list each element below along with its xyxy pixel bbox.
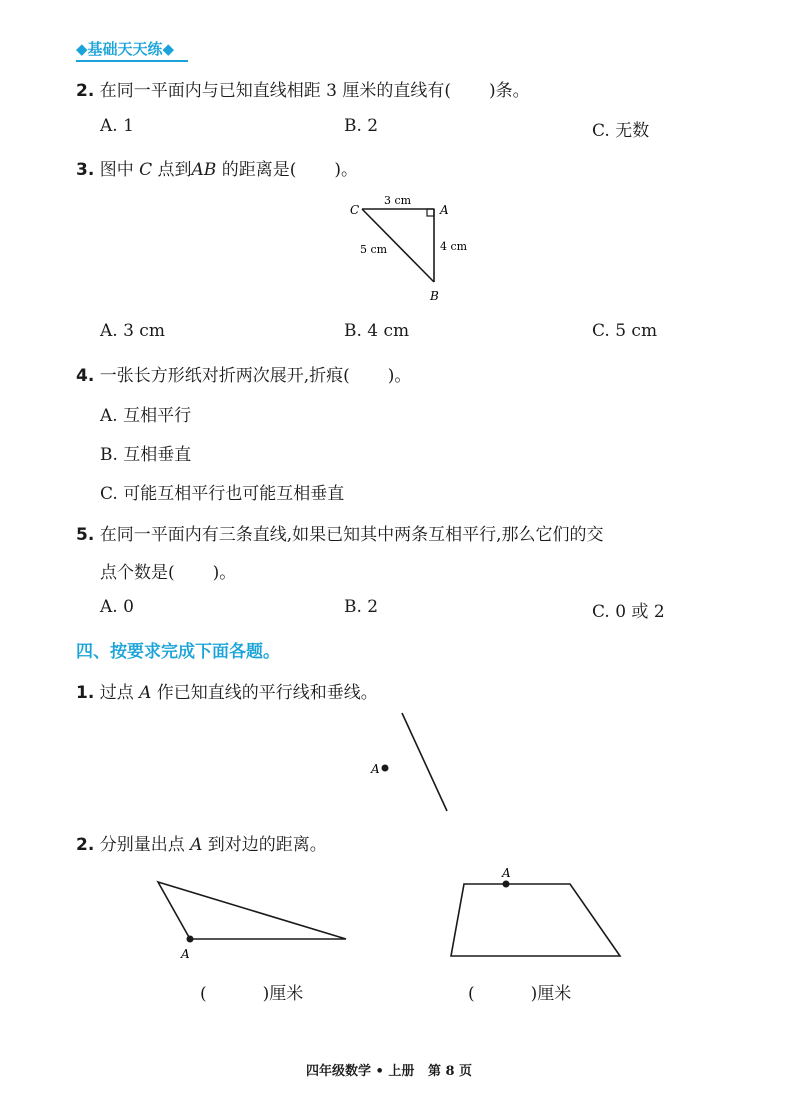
- triangle-figure: [150, 870, 360, 965]
- question-text: 在同一平面内与已知直线相距 3 厘米的直线有(: [99, 81, 451, 101]
- trapezoid-figure: [440, 862, 630, 962]
- question-text-end: )。: [212, 563, 237, 583]
- length-ca: 3 cm: [384, 194, 412, 207]
- label-a: A: [371, 762, 380, 776]
- option-a: A. 互相平行: [100, 406, 192, 426]
- question-text-end: )条。: [488, 81, 530, 101]
- answer-left: [200, 979, 303, 1004]
- question-text: 作已知直线的平行线和垂线。: [156, 683, 378, 703]
- section-tag-underline: [76, 60, 188, 62]
- line-and-point-figure: [360, 705, 470, 815]
- question-number: 2.: [76, 835, 95, 855]
- answer-right: [468, 979, 571, 1004]
- option-c: C. 0 或 2: [592, 602, 665, 622]
- question-text: 在同一平面内有三条直线,如果已知其中两条互相平行,那么它们的交: [99, 525, 604, 545]
- label-a: A: [181, 947, 190, 961]
- option-c: C. 可能互相平行也可能互相垂直: [100, 484, 345, 504]
- option-c: C. 无数: [592, 121, 650, 141]
- question-3: [76, 155, 358, 180]
- label-c: C: [350, 203, 360, 217]
- answer-close: )厘米: [530, 984, 572, 1004]
- option-c: C. 5 cm: [592, 321, 658, 341]
- point-a: [382, 765, 389, 772]
- question-text: 点到: [157, 160, 192, 180]
- question-5-line-2: [100, 558, 236, 583]
- question-4: [76, 361, 411, 386]
- question-text: 一张长方形纸对折两次展开,折痕(: [99, 366, 350, 386]
- problem-1: [76, 678, 378, 703]
- option-b: B. 2: [344, 116, 379, 136]
- question-number: 4.: [76, 366, 95, 386]
- given-line: [402, 713, 447, 811]
- problem-2: [76, 830, 327, 855]
- question-text: 过点: [99, 683, 134, 703]
- question-2: [76, 76, 530, 101]
- point-label: A: [139, 683, 152, 703]
- length-ab: 4 cm: [440, 240, 468, 253]
- answer-open: (: [200, 984, 207, 1004]
- right-triangle-figure: [340, 188, 480, 308]
- question-number: 3.: [76, 160, 95, 180]
- label-a: A: [502, 866, 511, 880]
- length-cb: 5 cm: [360, 243, 388, 256]
- point-a: [187, 936, 194, 943]
- option-b: B. 4 cm: [344, 321, 410, 341]
- option-b: B. 互相垂直: [100, 445, 192, 465]
- point-label: C: [139, 160, 153, 180]
- point-label: A: [190, 835, 203, 855]
- section-tag: ◆基础天天练◆: [76, 40, 175, 58]
- right-angle-mark: [427, 209, 434, 216]
- question-text: 点个数是(: [100, 563, 175, 583]
- option-a: A. 0: [100, 597, 134, 617]
- question-text-end: )。: [387, 366, 412, 386]
- label-a: A: [440, 203, 449, 217]
- question-text-end: )。: [334, 160, 358, 180]
- obtuse-triangle: [158, 882, 346, 939]
- option-a: A. 1: [100, 116, 134, 136]
- option-b: B. 2: [344, 597, 379, 617]
- question-text: 到对边的距离。: [207, 835, 327, 855]
- segment-label: AB: [191, 160, 217, 180]
- option-a: A. 3 cm: [100, 321, 165, 341]
- question-5: [76, 520, 604, 545]
- question-text: 的距离是(: [221, 160, 297, 180]
- section-4-title: 四、按要求完成下面各题。: [76, 642, 280, 662]
- question-number: 5.: [76, 525, 95, 545]
- question-number: 2.: [76, 81, 95, 101]
- trapezoid: [451, 884, 620, 956]
- question-number: 1.: [76, 683, 95, 703]
- answer-close: )厘米: [262, 984, 304, 1004]
- page-footer: 四年级数学 • 上册 第 8 页: [306, 1064, 473, 1079]
- question-text: 图中: [99, 160, 134, 180]
- question-text: 分别量出点: [99, 835, 185, 855]
- label-b: B: [430, 289, 439, 303]
- answer-open: (: [468, 984, 475, 1004]
- point-a: [503, 881, 510, 888]
